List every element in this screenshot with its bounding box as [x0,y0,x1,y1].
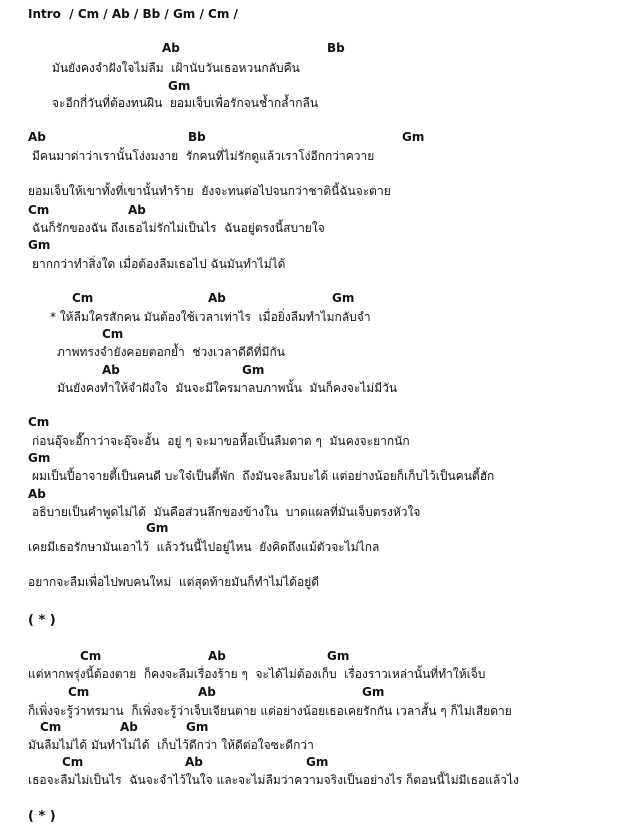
chord-label: Gm [146,521,169,535]
lyric-line: ก็เพิ่งจะรู้ว่าทรมาน ก็เพิ่งจะรู้ว่าเจ็บเจียนตาย แต่อย่างน้อยเธอเคยรักกัน เวลาสั้น ๆ ก็ไม่เสียดาย [28,704,512,718]
chord-label: Ab [198,685,216,699]
chord-label: Ab [120,720,138,734]
chord-label: Ab [102,363,120,377]
chord-label: Gm [306,755,329,769]
chord-label: Ab [128,203,146,217]
lyric-line: อธิบายเป็นคำพูดไม่ได้ มันคือส่วนลึกของข้างใน บาดแผลที่มันเจ็บตรงหัวใจ [32,505,421,519]
chord-label: Bb [327,41,345,55]
chord-label: Cm [28,203,50,217]
chord-label: Gm [186,720,209,734]
chord-label: Gm [362,685,385,699]
chord-label: Ab [208,291,226,305]
chord-label: Ab [185,755,203,769]
chord-label: Cm [102,327,124,341]
lyric-line: มันยังคงทำให้จำฝังใจ มันจะมีใครมาลบภาพนั้น มันก็คงจะไม่มีวัน [57,381,398,395]
lyric-line: * ให้ลืมใครสักคน มันต้องใช้เวลาเท่าไร เมื่อยิ่งลืมทำไมกลับจำ [50,310,371,324]
chord-label: Ab [28,487,46,501]
lyric-line: ยากกว่าทำสิ่งใด เมื่อต้องลืมเธอไป ฉันมันทำไม่ได้ [32,257,286,271]
chorus-marker: ( * ) [28,809,56,824]
lyric-line: อยากจะลืมเพื่อไปพบคนใหม่ แต่สุดท้ายมันก็ทำไม่ได้อยู่ดี [28,575,320,589]
chord-label: Ab [28,130,46,144]
lyric-line: มันลืมไม่ได้ มันทำไม่ได้ เก็บไว้ดีกว่า ให้ดีต่อใจซะดีกว่า [28,738,314,752]
lyric-line: เธอจะลืมไม่เป็นไร ฉันจะจำไว้ในใจ และจะไม่ลืมว่าความจริงเป็นอย่างไร ก็ตอนนี้ไม่มีเธอแล้วไง [28,773,519,787]
lyric-line: ภาพทรงจำยังคอยตอกย้ำ ช่วงเวลาดีดีที่มีกัน [57,345,285,359]
lyric-line: ผมเป็นปี้อาจายตี้เป็นคนดี บะใจ๋เป็นตี้พัก ถึงมันจะลืมบะได้ แต่อย่างน้อยก็เก็บไว้เป็นคนตี้ฮัก [32,469,495,483]
chord-label: Cm [80,649,102,663]
chord-label: Cm [68,685,90,699]
lyric-line: แต่หากพรุ่งนี้ต้องตาย ก็คงจะลืมเรื่องร้าย ๆ จะได้ไม่ต้องเก็บ เรื่องราวเหล่านั้นที่ทำให้เจ็บ [28,667,486,681]
chord-label: Cm [40,720,62,734]
lyric-line: จะอีกกี่วันที่ต้องทนฝืน ยอมเจ็บเพื่อรักจนช้ำกล้ำกลืน [52,96,319,110]
lyric-line: มันยังคงจำฝังใจไม่ลืม เฝ้านับวันเธอหวนกลับคืน [52,61,300,75]
lyric-line: ยอมเจ็บให้เขาทั้งที่เขานั้นทำร้าย ยังจะทนต่อไปจนกว่าชาตินี้ฉันจะตาย [28,184,391,198]
chord-label: Gm [242,363,265,377]
chord-label: Cm [62,755,84,769]
chorus-marker: ( * ) [28,613,56,628]
chord-label: Gm [402,130,425,144]
chord-label: Cm [72,291,94,305]
chord-label: Gm [327,649,350,663]
chord-label: Gm [332,291,355,305]
chord-label: Gm [28,238,51,252]
chord-label: Gm [168,79,191,93]
chord-label: Intro / Cm / Ab / Bb / Gm / Cm / [28,7,238,21]
chord-label: Cm [28,415,50,429]
lyric-line: มีคนมาด่าว่าเรานั้นโง่งมงาย รักคนที่ไม่รักดูแล้วเราโง่อีกกว่าควาย [32,149,375,163]
chord-label: Ab [162,41,180,55]
chord-label: Gm [28,451,51,465]
chord-label: Ab [208,649,226,663]
lyric-line: ก่อนอุ๊จะอี๊กาว่าจะอุ๊จะอั้น อยู่ ๆ จะมาขอหื้อเปิ้นลืมดาด ๆ มันคงจะยากนัก [32,434,410,448]
chord-label: Bb [188,130,206,144]
lyric-line: ฉันก็รักของฉัน ถึงเธอไม่รักไม่เป็นไร ฉันอยู่ตรงนี้สบายใจ [32,221,325,235]
lyric-line: เคยมีเธอรักษามันเอาไว้ แล้ววันนี้ไปอยู่ไหน ยังคิดถึงแม้ตัวจะไม่ไกล [28,540,380,554]
